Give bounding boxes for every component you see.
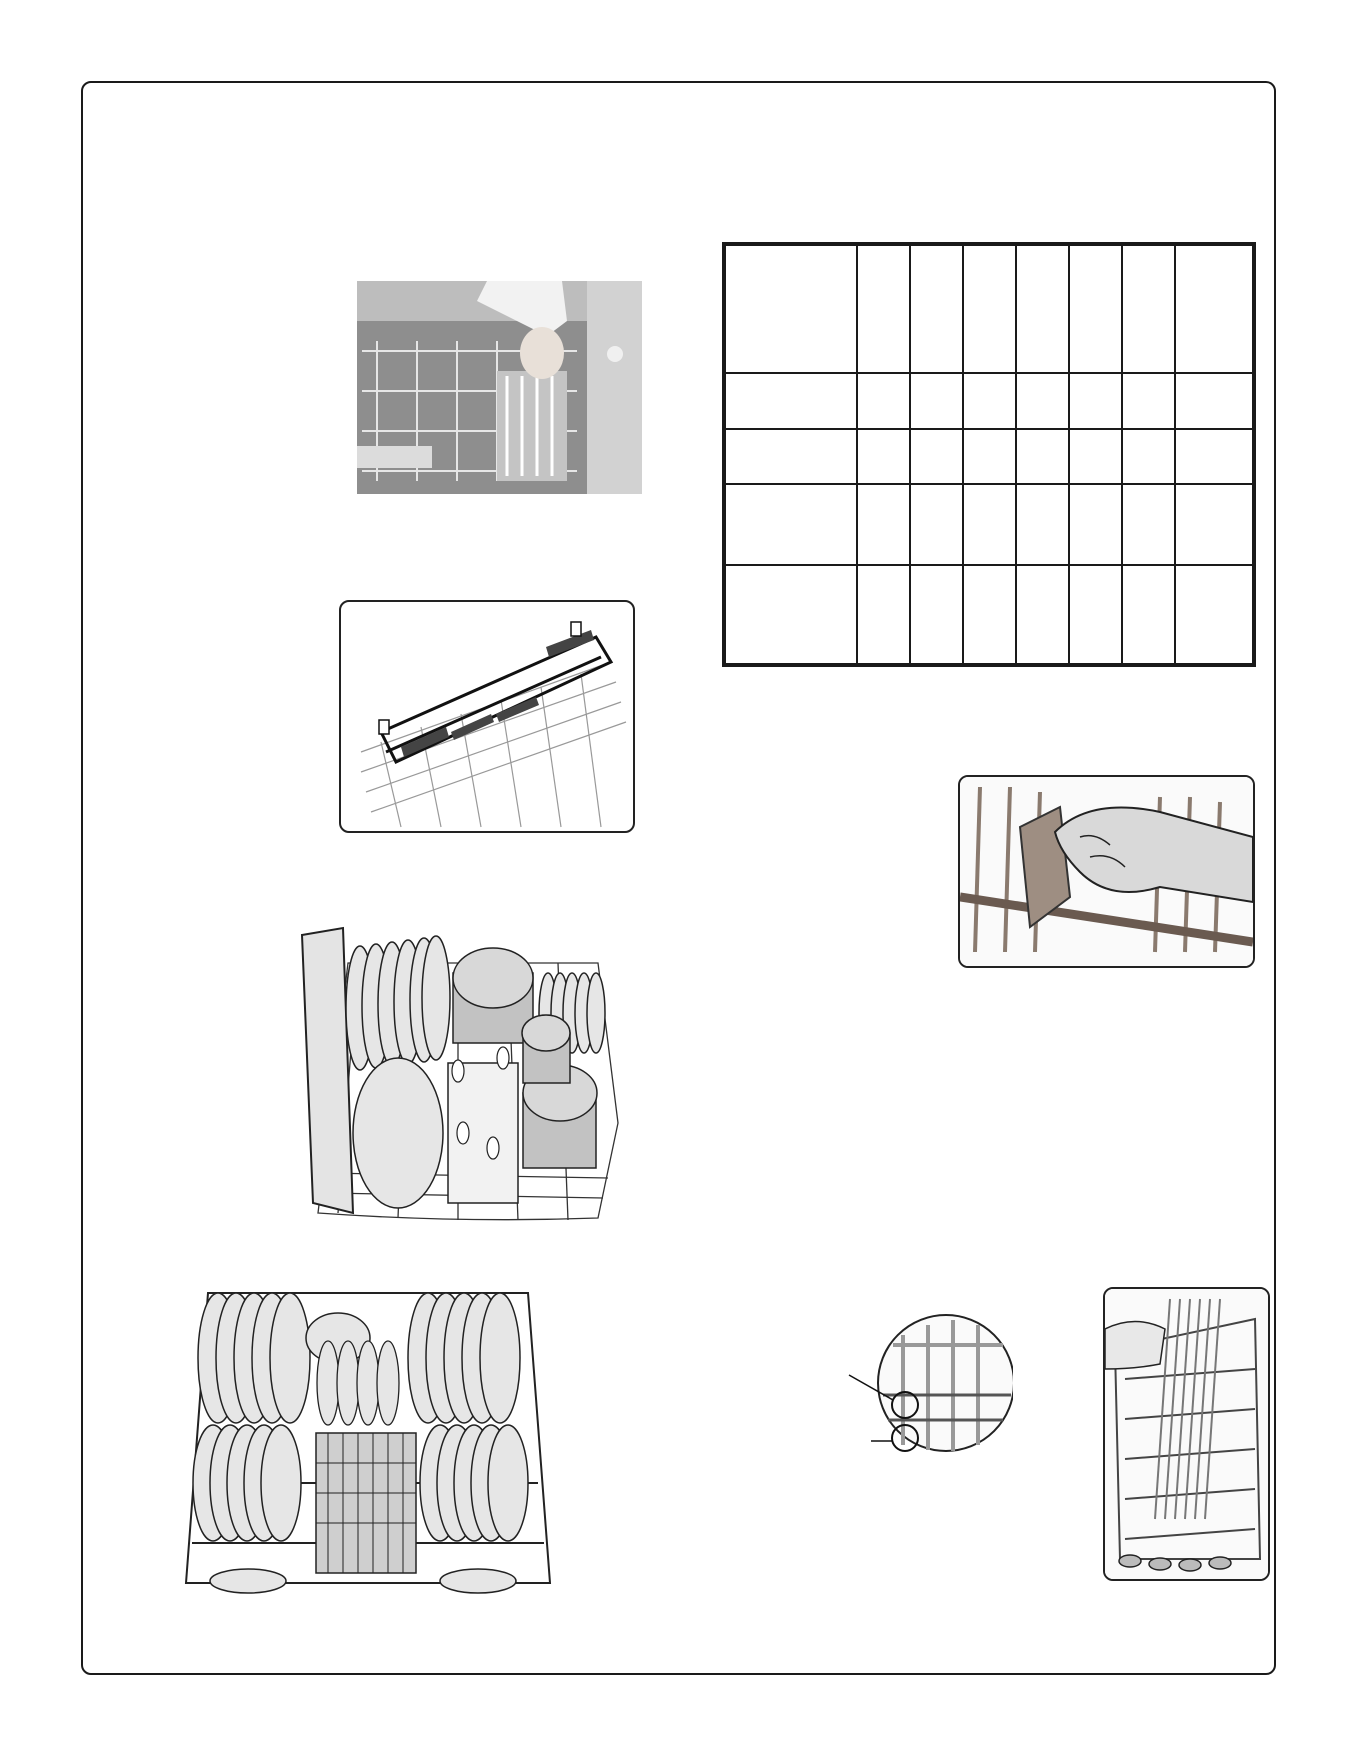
table-row	[724, 373, 1254, 429]
table-cell	[857, 429, 910, 484]
table-cell	[963, 565, 1016, 666]
table-cell	[724, 484, 857, 564]
upper-rack-loading	[178, 1283, 558, 1601]
table-cell	[910, 484, 963, 564]
table-cell	[1122, 373, 1175, 429]
table-cell	[1069, 373, 1122, 429]
table-cell	[963, 429, 1016, 484]
knife-rack-line-art	[339, 600, 635, 833]
table-cell	[724, 429, 857, 484]
table-cell	[1122, 429, 1175, 484]
table-cell	[1122, 484, 1175, 564]
table-cell	[910, 373, 963, 429]
table-row	[724, 429, 1254, 484]
table-cell	[1122, 565, 1175, 666]
table-cell	[1175, 429, 1254, 484]
table-cell	[857, 244, 910, 373]
table-cell	[963, 484, 1016, 564]
table-cell	[724, 373, 857, 429]
table-cell	[963, 373, 1016, 429]
table-cell	[1175, 484, 1254, 564]
hand-adjusting-tines	[958, 775, 1255, 968]
table-cell	[1069, 565, 1122, 666]
table-cell	[857, 484, 910, 564]
wheel-detail-circle	[843, 1305, 1013, 1457]
table-cell	[1016, 373, 1069, 429]
table-cell	[1069, 484, 1122, 564]
table-cell	[1175, 244, 1254, 373]
lower-rack-loading	[298, 923, 623, 1233]
table-cell	[1069, 429, 1122, 484]
table-cell	[857, 373, 910, 429]
empty-grid-table	[722, 242, 1256, 667]
table-cell	[1069, 244, 1122, 373]
table-cell	[1122, 244, 1175, 373]
table-cell	[1016, 565, 1069, 666]
table-cell	[1175, 373, 1254, 429]
rack-removal	[1103, 1287, 1270, 1581]
table-cell	[1016, 484, 1069, 564]
table-cell	[910, 429, 963, 484]
table-cell	[724, 565, 857, 666]
table-row	[724, 565, 1254, 666]
table-cell	[1175, 565, 1254, 666]
table-cell	[857, 565, 910, 666]
table-cell	[1016, 244, 1069, 373]
table-row	[724, 484, 1254, 564]
table-cell	[724, 244, 857, 373]
table-cell	[963, 244, 1016, 373]
table-cell	[910, 565, 963, 666]
table-cell	[1016, 429, 1069, 484]
rack-photo	[357, 281, 642, 494]
table-cell	[910, 244, 963, 373]
table-row	[724, 244, 1254, 373]
